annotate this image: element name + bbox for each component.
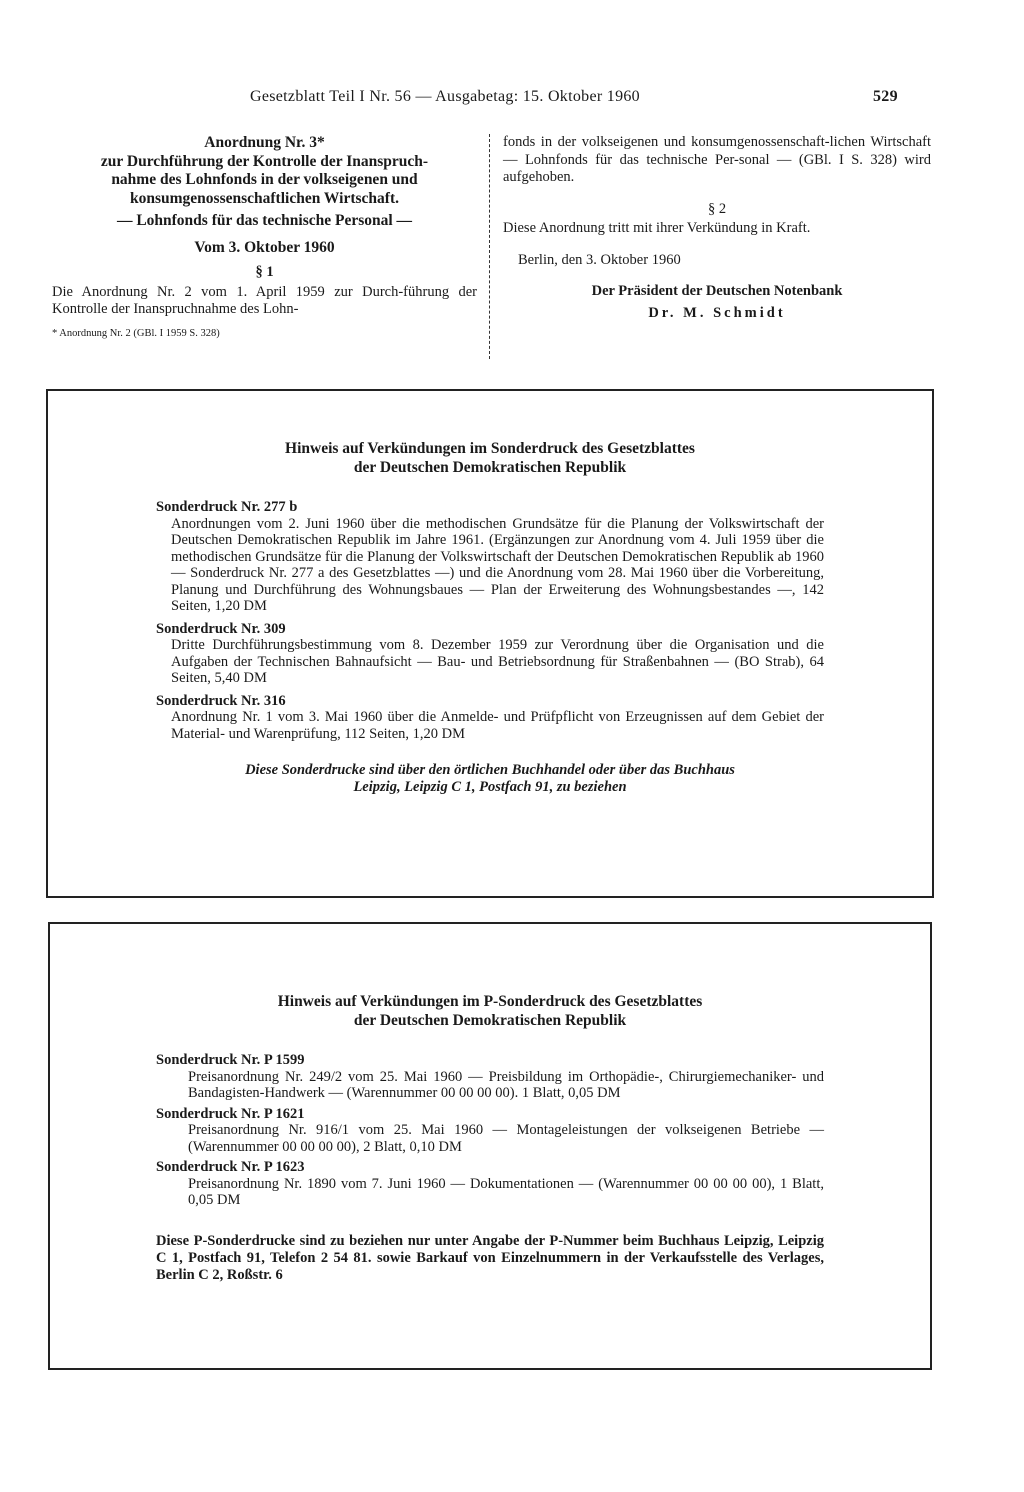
box2-note: Diese P-Sonderdrucke sind zu beziehen nur unter Angabe der P-Nummer beim Buchhaus Leipzig, Leipzig C 1, Postfach 91, Telefon 2 54 81. sowie Barkauf von Einzelnummern in der Verkaufsstelle des Verlages, Berlin C 2, Roßstr. 6 (156, 1232, 824, 1283)
entry-text: Dritte Durchführungsbestimmung vom 8. Dezember 1959 zur Verordnung über die Organisation und die Aufgaben der Technischen Bahnaufsicht — Bau- und Betriebsordnung für Straßenbahnen — (BO Strab), 64 Seiten, 5,40 DM (171, 637, 824, 686)
right-column (503, 134, 931, 322)
list-item (156, 621, 824, 687)
entry-label: Sonderdruck Nr. 316 (156, 692, 286, 709)
place-date: Berlin, den 3. Oktober 1960 (518, 251, 681, 268)
entry-text: Preisanordnung Nr. 249/2 vom 25. Mai 1960 — Preisbildung im Orthopädie-, Chirurgiemechaniker- und Bandagisten-Handwerk — (Warennummer 00 00 00 00). 1 Blatt, 0,05 DM (188, 1068, 824, 1101)
left-column (52, 134, 477, 342)
entry-text: Preisanordnung Nr. 916/1 vom 25. Mai 1960 — Montageleistungen der volkseigenen Betriebe — (Warennummer 00 00 00 00), 2 Blatt, 0,10 DM (188, 1122, 824, 1155)
entry-text: Preisanordnung Nr. 1890 vom 7. Juni 1960 — Dokumentationen — (Warennummer 00 00 00 00), 1 Blatt, 0,05 DM (188, 1175, 824, 1208)
box2-title-line1: Hinweis auf Verkündungen im P-Sonderdruck des Gesetzblattes (277, 993, 703, 1010)
title-line: — Lohnfonds für das technische Personal — (116, 212, 413, 229)
section-1-text: Die Anordnung Nr. 2 vom 1. April 1959 zur Durch-führung der Kontrolle der Inanspruchnahme des Lohn- (52, 283, 477, 317)
section-2-heading: § 2 (707, 200, 727, 217)
box1-entries (156, 499, 824, 742)
box1-title (48, 439, 932, 477)
entry-label: Sonderdruck Nr. P 1599 (156, 1052, 305, 1068)
signatory-name: Dr. M. Schmidt (648, 304, 786, 321)
section-1-continued: fonds in der volkseigenen und konsumgenossenschaft-lichen Wirtschaft — Lohnfonds für das technische Per-sonal — (GBl. I S. 328) wird aufgehoben. (503, 134, 931, 185)
title-line: konsumgenossenschaftlichen Wirtschaft. (130, 189, 399, 207)
box1-note-line1: Diese Sonderdrucke sind über den örtlichen Buchhandel oder über das Buchhaus (245, 762, 735, 778)
column-divider (489, 134, 490, 359)
title-line: zur Durchführung der Kontrolle der Inanspruch- (100, 152, 429, 170)
list-item (156, 693, 824, 743)
p-sonderdruck-notice-box (48, 922, 932, 1370)
running-header (250, 88, 950, 106)
entry-label: Sonderdruck Nr. P 1623 (156, 1159, 305, 1175)
list-item (156, 1052, 824, 1102)
list-item (156, 1106, 824, 1156)
entry-label: Sonderdruck Nr. 309 (156, 620, 286, 637)
entry-text: Anordnungen vom 2. Juni 1960 über die methodischen Grundsätze für die Planung der Volkswirtschaft der Deutschen Demokratischen Republik im Jahre 1961. (Ergänzungen zur Anordnung vom 4. Juli 1959 über die methodischen Grundsätze für die Planung der Volkswirtschaft der Deutschen Demokratischen Republik ab 1960 — Sonderdruck Nr. 277 a des Gesetzblattes —) und die Anordnung vom 28. Mai 1960 über die Vorbereitung, Planung und Durchführung des Wohnungsbaues — Plan der Erweiterung des Wohnungsbestandes —, 142 Seiten, 1,20 DM (171, 515, 824, 614)
title-line: Anordnung Nr. 3* (204, 134, 325, 151)
sonderdruck-notice-box (46, 389, 934, 898)
box2-title (50, 992, 930, 1030)
box2-title-line2: der Deutschen Demokratischen Republik (353, 1012, 627, 1029)
ordinance-date: Vom 3. Oktober 1960 (194, 238, 335, 256)
box1-title-line1: Hinweis auf Verkündungen im Sonderdruck des Gesetzblattes (285, 440, 695, 457)
ordinance-title (52, 134, 477, 231)
title-line: nahme des Lohnfonds in der volkseigenen und (111, 171, 418, 188)
list-item (156, 1159, 824, 1209)
box1-note-line2: Leipzig, Leipzig C 1, Postfach 91, zu beziehen (353, 779, 627, 795)
running-title: Gesetzblatt Teil I Nr. 56 — Ausgabetag: 15. Oktober 1960 (250, 88, 640, 105)
entry-label: Sonderdruck Nr. P 1621 (156, 1105, 305, 1122)
page-number: 529 (873, 88, 898, 105)
box1-title-line2: der Deutschen Demokratischen Republik (353, 459, 627, 476)
entry-label: Sonderdruck Nr. 277 b (156, 499, 298, 515)
box2-entries (156, 1052, 824, 1284)
signatory-title: Der Präsident der Deutschen Notenbank (591, 283, 843, 299)
footnote: * Anordnung Nr. 2 (GBl. I 1959 S. 328) (52, 327, 220, 339)
list-item (156, 499, 824, 615)
entry-text: Anordnung Nr. 1 vom 3. Mai 1960 über die Anmelde- und Prüfpflicht von Erzeugnissen auf dem Gebiet der Material- und Warenprüfung, 112 Seiten, 1,20 DM (171, 709, 824, 742)
section-2-text: Diese Anordnung tritt mit ihrer Verkündung in Kraft. (503, 220, 811, 236)
box1-note (48, 762, 932, 796)
section-1-heading: § 1 (255, 264, 274, 280)
